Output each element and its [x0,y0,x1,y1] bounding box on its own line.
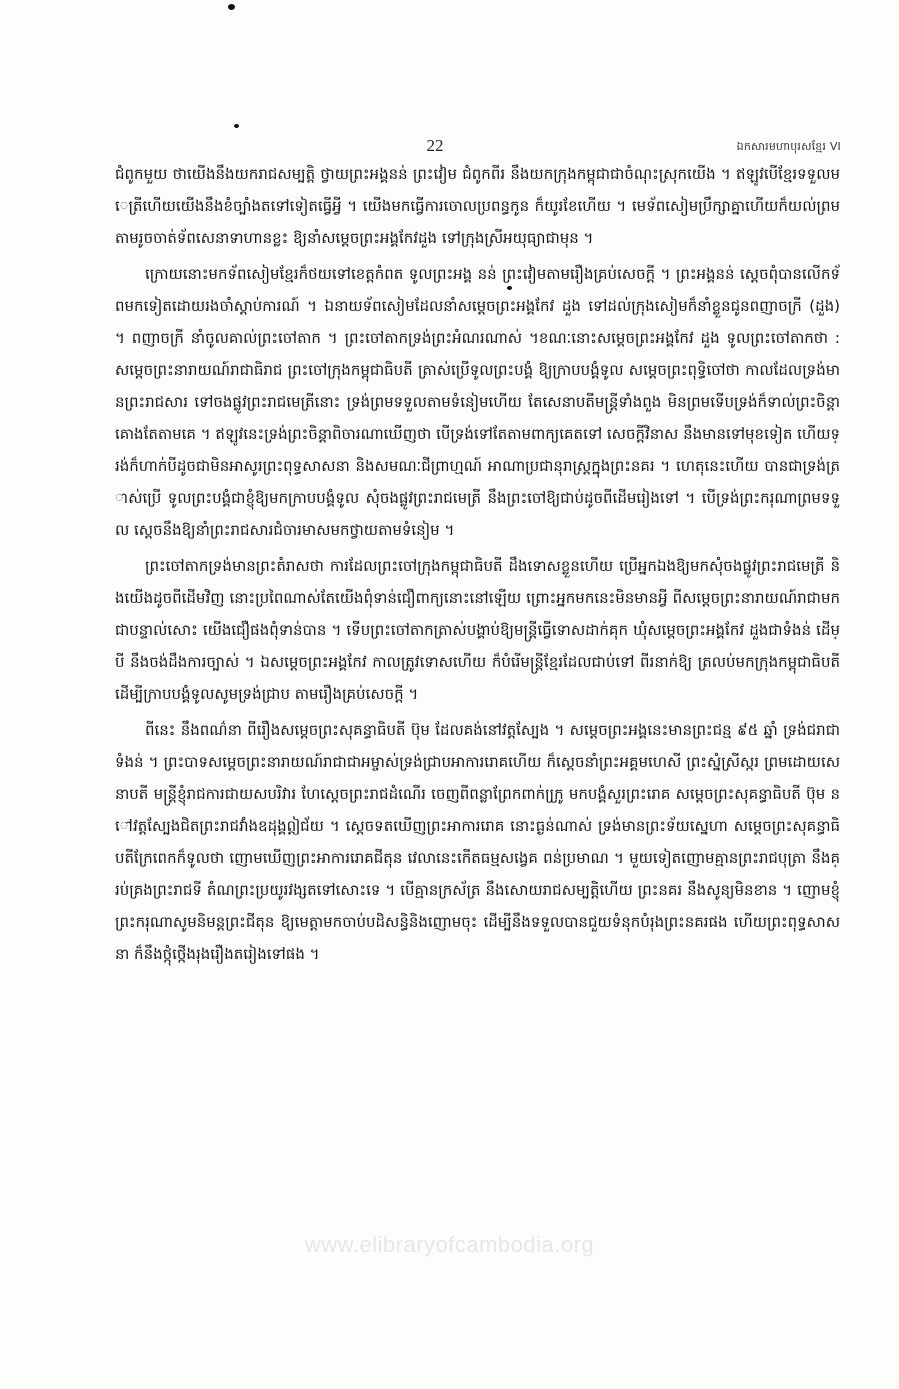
paragraph: ជំពូកមួយ ថាយើងនឹងយករាជសម្បត្តិ ថ្វាយព្រះអង្គនន់ ព្រះវៀម ជំពូកពីរ នឹងយកក្រុងកម្ពុជាជាចំណុះស្រុកយើង ។ ឥឡូវបើខ្មែរទទួលមេត្រីហើយយើងនឹងខំច្បាំងតទៅទៀតធ្វើអ្វី ។ យើងមកធ្វើការចោលប្រពន្ធកូន ក៏យូរខែហើយ ។ មេទ័ពសៀមប្រឹក្សាគ្នាហើយក៏យល់ព្រមតាមរូចចាត់ទ័ពសេនាទាហានខ្លះ ឱ្យនាំសម្តេចព្រះអង្គកែវដួង ទៅក្រុងស្រីអយុធ្យាជាមុន ។ [115,165,840,247]
paragraph: ក្រោយនោះមកទ័ពសៀមខ្មែរក៏ថយទៅខេត្តកំពត ទូលព្រះអង្គ នន់ ព្រះវៀមតាមរឿងគ្រប់សេចក្តី ។ ព្រះអង្គនន់ ស្តេចពុំបានលើកទ័ពមកទៀតដោយរងចាំស្តាប់ការណ៍ ។ ឯនាយទ័ពសៀមដែលនាំសម្តេចព្រះអង្គកែវ ដួង ទៅដល់ក្រុងសៀមក៏នាំខ្លួនជូនពញាចក្រី (ដួង) ។ ពញាចក្រី នាំចូលគាល់ព្រះចៅតាក ។ ព្រះចៅតាកទ្រង់ព្រះអំណរណាស់ ។ខណៈនោះសម្តេចព្រះអង្គកែវ ដួង ទូលព្រះចៅតាកថា : សម្តេចព្រះនារាយណ៍រាជាធិរាជ ព្រះចៅក្រុងកម្ពុជាធិបតី ត្រាស់ប្រើទូលព្រះបង្គំ ឱ្យក្រាបបង្គំទូល សម្តេចព្រះពុទ្ធិចៅថា កាលដែលទ្រង់មានព្រះរាជសារ ទៅចងផ្លូវព្រះរាជមេត្រីនោះ ទ្រង់ព្រមទទួលតាមទំនៀមហើយ តែសេនាបតីមន្ត្រីទាំងពួង មិនព្រមទើបទ្រង់ក៏ទាល់ព្រះចិន្តា គោងតែតាមគេ ។ ឥឡូវនេះទ្រង់ព្រះចិន្តាពិចារណាឃើញថា បើទ្រង់ទៅតែតាមពាក្យគេតទៅ សេចក្តីវិនាស នឹងមានទៅមុខទៀត ហើយទ្រង់ក៏ហាក់បីដូចជាមិនអាសូរព្រះពុទ្ធសាសនា និងសមណៈជីព្រាហ្មណ៍ អាណាប្រជានុរាស្ត្រក្នុងព្រះនគរ ។ ហេតុនេះហើយ បានជាទ្រង់ត្រាស់ប្រើ ទូលព្រះបង្គំជាខ្ញុំឱ្យមកក្រាបបង្គំទូល សុំចងផ្លូវព្រះរាជមេត្រី នឹងព្រះចៅឱ្យជាប់ដូចពីដើមរៀងទៅ ។ បើទ្រង់ព្រះករុណាព្រមទទួល ស្តេចនឹងឱ្យនាំព្រះរាជសារជំចារមាសមកថ្វាយតាមទំនៀម ។ [115,265,840,539]
running-title: ឯកសារមហាបុរសខ្មែរ VI [736,140,841,153]
body-text [115,158,840,974]
paragraph: ពីនេះ នឹងពណ៌នា ពីរឿងសម្តេចព្រះសុគន្ធាធិបតី ប៊ុម ដែលគង់នៅវត្តស្បែង ។ សម្តេចព្រះអង្គនេះមានព្រះជន្ម ៩៥ ឆ្នាំ ទ្រង់ជរាជាទំងន់ ។ ព្រះបាទសម្តេចព្រះនារាយណ៍រាជាជាអម្ចាស់ទ្រង់ជ្រាបអាការរោគហើយ ក៏ស្តេចនាំព្រះអគ្គមហេសី ព្រះស្នំស្រីស្ករ ព្រមដោយសេនាបតី មន្ត្រីខ្ញុំរាជការជាយសបរិវារ ហែស្តេចព្រះរាជដំណើរ ចេញពីពន្លាព្រែកពាក់ក្រូ្រ មកបង្គំសួរព្រះរោគ សម្តេចព្រះសុគន្ធាធិបតី ប៊ុម នៅវត្តស្បែងជិតព្រះរាជវាំងឧដុង្គឦជ័យ ។ ស្តេចទតឃើញព្រះអាការរោគ នោះធ្ងន់ណាស់ ទ្រង់មានព្រះទ័យស្នេហា សម្តេចព្រះសុគន្ធាធិបតីក្រែពេកក៏ទូលថា ញោមឃើញព្រះអាការរោគជីតុន វេលានេះកើតធម្មសង្វេគ ពន់ប្រមាណ ។ មួយទៀតញោមគ្មានព្រះរាជបុត្រា នឹងគ្រប់គ្រងព្រះរាជទី តំណព្រះប្រយូរវង្សតទៅសោះទេ ។ បើគ្មានក្រស័ត្រ នឹងសោយរាជសម្បត្តិហើយ ព្រះនគរ នឹងសូន្យមិនខាន ។ ញោមខ្ញុំព្រះករុណាសូមនិមន្តព្រះជីតុន ឱ្យមេត្តាមកចាប់បដិសន្ធិនិងញោមចុះ ដើម្បីនឹងទទួលបានជួយទំនុកបំរុងព្រះនគរផង ហើយព្រះពុទ្ធសាសនា ក៏នឹងថ្កុំថ្កើងរុងរឿងតរៀងទៅផង ។ [115,721,840,963]
page-number: 22 [426,136,444,155]
scan-speck [228,4,235,10]
paragraph: ព្រះចៅតាកទ្រង់មានព្រះតំរាសថា ការដែលព្រះចៅក្រុងកម្ពុជាធិបតី ដឹងទោសខ្លួនហើយ ប្រើអ្នកឯងឱ្យមកសុំចងផ្លូវព្រះរាជមេត្រី និងយើងដូចពីដើមវិញ នោះប្រពៃណាស់តែយើងពុំទាន់ជឿពាក្យនោះនៅឡើយ ព្រោះអ្នកមកនេះមិនមានអ្វី ពីសម្តេចព្រះនារាយណ៍រាជាមកជាបន្ទាល់សោះ យើងជឿផងពុំទាន់បាន ។ ទើបព្រះចៅតាកត្រាស់បង្គាប់ឱ្យមន្ត្រីធ្វើទោសដាក់គុក ឃុំសម្តេចព្រះអង្គកែវ ដួងជាទំងន់ ដើម្បី នឹងចង់ដឹងការច្បាស់ ។ ឯសម្តេចព្រះអង្គកែវ កាលត្រូវទោសហើយ ក៏បំរើមន្ត្រីខ្មែរដែលជាប់ទៅ ពីរនាក់ឱ្យ ត្រលប់មកក្រុងកម្ពុជាធិបតី ដើម្បីក្រាបបង្គំទូលសូមទ្រង់ជ្រាប តាមរឿងគ្រប់សេចក្តី ។ [115,557,840,703]
watermark: www.elibraryofcambodia.org [304,1232,595,1257]
scan-speck [234,124,239,128]
